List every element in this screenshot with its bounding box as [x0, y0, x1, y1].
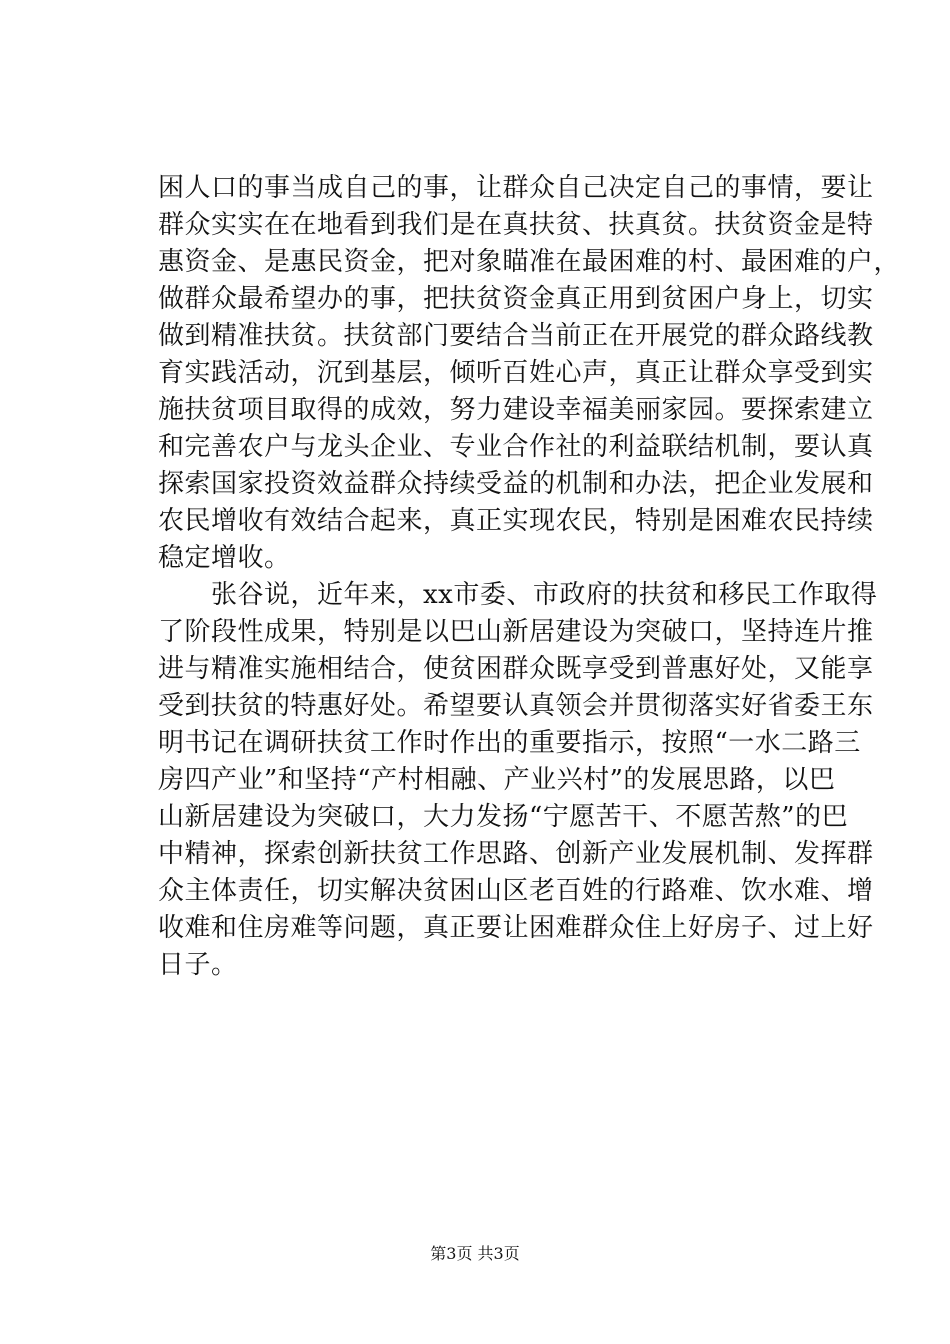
- text-line: 做群众最希望办的事，把扶贫资金真正用到贫困户身上，切实: [158, 284, 874, 314]
- text-line: 收难和住房难等问题，真正要让困难群众住上好房子、过上好: [158, 913, 874, 943]
- text-line: 惠资金、是惠民资金，把对象瞄准在最困难的村、最困难的户，: [158, 247, 901, 277]
- text-line: 进与精准实施相结合，使贫困群众既享受到普惠好处，又能享: [158, 654, 874, 684]
- text-line: 探索国家投资效益群众持续受益的机制和办法，把企业发展和: [158, 469, 874, 499]
- text-line: 和完善农户与龙头企业、专业合作社的利益联结机制，要认真: [158, 432, 874, 462]
- text-line: 山新居建设为突破口，大力发扬“宁愿苦干、不愿苦熬”的巴: [158, 802, 849, 832]
- text-line: 稳定增收。: [158, 543, 291, 573]
- text-line: 育实践活动，沉到基层，倾听百姓心声，真正让群众享受到实: [158, 358, 874, 388]
- text-line: 众主体责任，切实解决贫困山区老百姓的行路难、饮水难、增: [158, 876, 874, 906]
- text-line: 农民增收有效结合起来，真正实现农民，特别是困难农民持续: [158, 506, 874, 536]
- text-line: 房四产业”和坚持“产村相融、产业兴村”的发展思路，以巴: [158, 765, 836, 795]
- text-line: 做到精准扶贫。扶贫部门要结合当前正在开展党的群众路线教: [158, 321, 874, 351]
- page-number-footer: 第3页 共3页: [430, 1244, 520, 1263]
- text-line: 了阶段性成果，特别是以巴山新居建设为突破口，坚持连片推: [158, 617, 874, 647]
- text-line: 日子。: [158, 950, 238, 980]
- text-line: 施扶贫项目取得的成效，努力建设幸福美丽家园。要探索建立: [158, 395, 874, 425]
- text-line: 明书记在调研扶贫工作时作出的重要指示，按照“一水二路三: [158, 728, 861, 758]
- body-text: [158, 170, 901, 984]
- text-line: 群众实实在在地看到我们是在真扶贫、扶真贫。扶贫资金是特: [158, 210, 874, 240]
- text-line: 张谷说，近年来，xx市委、市政府的扶贫和移民工作取得: [158, 580, 878, 610]
- text-line: 中精神，探索创新扶贫工作思路、创新产业发展机制、发挥群: [158, 839, 874, 869]
- text-line: 受到扶贫的特惠好处。希望要认真领会并贯彻落实好省委王东: [158, 691, 874, 721]
- text-line: 困人口的事当成自己的事，让群众自己决定自己的事情，要让: [158, 173, 874, 203]
